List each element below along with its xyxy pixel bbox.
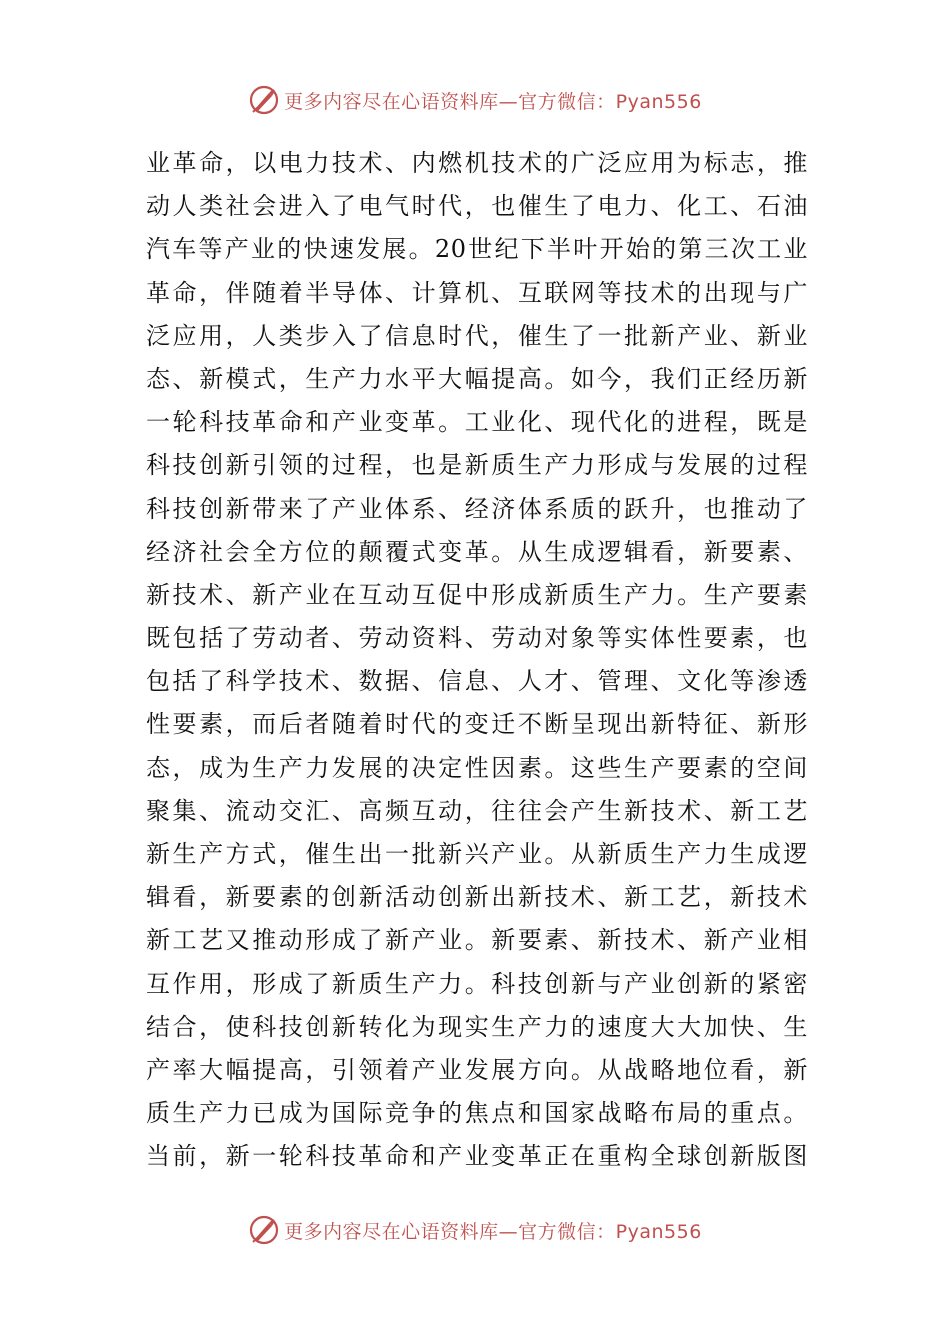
text-line: 互作用，形成了新质生产力。科技创新与产业创新的紧密 — [146, 969, 808, 998]
text-line: 泛应用，人类步入了信息时代，催生了一批新产业、新业 — [146, 321, 808, 350]
text-line: 聚集、流动交汇、高频互动，往往会产生新技术、新工艺 — [146, 796, 808, 825]
text-line: 包括了科学技术、数据、信息、人才、管理、文化等渗透 — [146, 667, 808, 696]
text-line: 既包括了劳动者、劳动资料、劳动对象等实体性要素，也 — [146, 624, 808, 653]
text-line: 态、新模式，生产力水平大幅提高。如今，我们正经历新 — [146, 364, 808, 393]
text-line: 质生产力已成为国际竞争的焦点和国家战略布局的重点。 — [146, 1099, 808, 1128]
footer-banner-text: 更多内容尽在心语资料库—官方微信：Pyan556 — [284, 1220, 702, 1243]
text-line: 动人类社会进入了电气时代，也催生了电力、化工、石油 — [146, 192, 808, 221]
text-line: 性要素，而后者随着时代的变迁不断呈现出新特征、新形 — [146, 710, 808, 739]
text-line: 产率大幅提高，引领着产业发展方向。从战略地位看，新 — [146, 1055, 808, 1084]
header-banner-text: 更多内容尽在心语资料库—官方微信：Pyan556 — [284, 90, 702, 113]
text-line: 科技创新引领的过程，也是新质生产力形成与发展的过程 — [146, 451, 808, 480]
text-line: 业革命，以电力技术、内燃机技术的广泛应用为标志，推 — [146, 149, 808, 177]
text-line: 科技创新带来了产业体系、经济体系质的跃升，也推动了 — [146, 494, 808, 523]
text-line: 一轮科技革命和产业变革。工业化、现代化的进程，既是 — [146, 408, 808, 437]
text-line: 态，成为生产力发展的决定性因素。这些生产要素的空间 — [146, 753, 808, 782]
footer-banner — [0, 1210, 950, 1250]
text-line: 结合，使科技创新转化为现实生产力的速度大大加快、生 — [146, 1012, 808, 1041]
header-banner — [0, 80, 950, 120]
text-line: 经济社会全方位的颠覆式变革。从生成逻辑看，新要素、 — [146, 537, 808, 566]
text-line: 新技术、新产业在互动互促中形成新质生产力。生产要素 — [146, 580, 808, 609]
pen-logo-icon — [248, 1214, 280, 1246]
text-line: 辑看，新要素的创新活动创新出新技术、新工艺，新技术 — [146, 883, 808, 912]
document-body — [146, 142, 808, 1179]
text-line: 汽车等产业的快速发展。20世纪下半叶开始的第三次工业 — [146, 235, 808, 264]
text-line: 新工艺又推动形成了新产业。新要素、新技术、新产业相 — [146, 926, 808, 955]
text-line: 当前，新一轮科技革命和产业变革正在重构全球创新版图 — [146, 1142, 808, 1171]
text-line: 革命，伴随着半导体、计算机、互联网等技术的出现与广 — [146, 278, 808, 307]
pen-logo-icon — [248, 84, 280, 116]
text-line: 新生产方式，催生出一批新兴产业。从新质生产力生成逻 — [146, 840, 808, 868]
